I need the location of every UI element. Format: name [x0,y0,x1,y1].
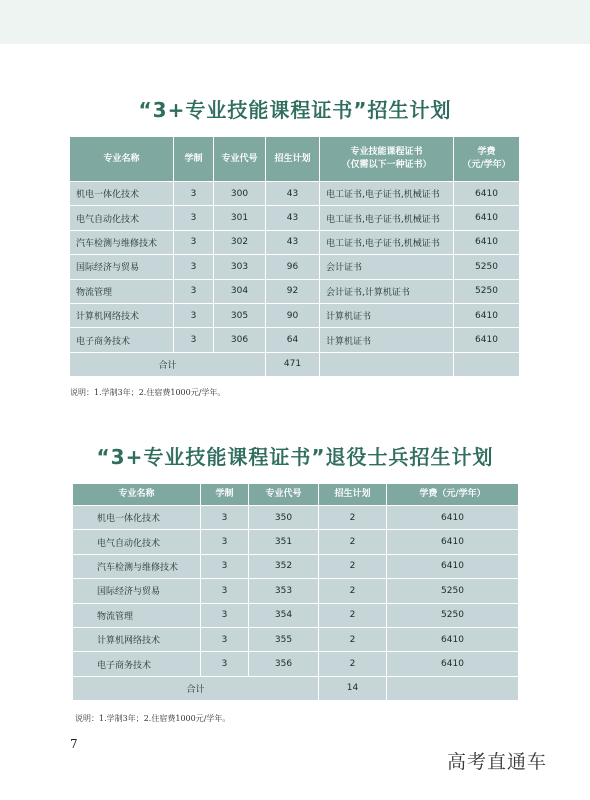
years-cell: 3 [174,255,214,279]
plan-cell: 43 [266,182,320,206]
plan-cell: 2 [319,627,387,651]
veteran-enrollment-table [72,483,519,701]
fee-cell: 6410 [454,303,520,327]
cert-cell: 电工证书,电子证书,机械证书 [320,206,454,230]
header-fee [454,137,520,182]
code-cell: 302 [214,230,266,254]
fee-cell: 6410 [387,506,519,530]
total-empty-fee [387,676,519,700]
major-cell: 计算机网络技术 [70,303,174,327]
major-cell: 汽车检测与维修技术 [73,554,201,578]
cert-cell: 电工证书,电子证书,机械证书 [320,182,454,206]
major-cell: 汽车检测与维修技术 [70,230,174,254]
section1-note: 说明：1.学制3年；2.住宿费1000元/学年。 [70,388,226,397]
total-value: 471 [266,352,320,376]
major-cell: 国际经济与贸易 [73,579,201,603]
table-row [70,279,520,303]
code-cell: 352 [249,554,319,578]
plan-cell: 92 [266,279,320,303]
table-row [73,579,519,603]
code-cell: 350 [249,506,319,530]
fee-cell: 6410 [387,627,519,651]
major-cell: 机电一体化技术 [70,182,174,206]
header-fee-line2: （元/学年） [462,160,511,170]
cert-cell: 电工证书,电子证书,机械证书 [320,230,454,254]
years-cell: 3 [174,182,214,206]
major-cell: 物流管理 [70,279,174,303]
major-cell: 电子商务技术 [70,328,174,352]
table-row [73,554,519,578]
header-cert-line2: （仅需以下一种证书） [341,160,432,170]
table-row [70,303,520,327]
code-cell: 301 [214,206,266,230]
total-empty-fee [454,352,520,376]
years-cell: 3 [201,579,249,603]
table-row [73,603,519,627]
fee-cell: 6410 [454,206,520,230]
plan-cell: 96 [266,255,320,279]
header-plan: 招生计划 [319,484,387,506]
cert-cell: 计算机证书 [320,328,454,352]
table-row [70,230,520,254]
total-empty-cert [320,352,454,376]
fee-cell: 5250 [387,603,519,627]
header-cert [320,137,454,182]
total-row [73,676,519,700]
fee-cell: 6410 [454,230,520,254]
years-cell: 3 [201,627,249,651]
cert-cell: 会计证书,计算机证书 [320,279,454,303]
major-cell: 电子商务技术 [73,652,201,676]
years-cell: 3 [174,303,214,327]
fee-cell: 6410 [387,530,519,554]
code-cell: 300 [214,182,266,206]
section1-title: “3+专业技能课程证书”招生计划 [138,98,452,122]
years-cell: 3 [201,530,249,554]
major-cell: 电气自动化技术 [70,206,174,230]
table-row [70,182,520,206]
code-cell: 305 [214,303,266,327]
header-code: 专业代号 [214,137,266,182]
header-major: 专业名称 [73,484,201,506]
total-row [70,352,520,376]
code-cell: 356 [249,652,319,676]
cert-cell: 会计证书 [320,255,454,279]
section2-note: 说明：1.学制3年；2.住宿费1000元/学年。 [75,714,231,723]
code-cell: 355 [249,627,319,651]
years-cell: 3 [174,328,214,352]
plan-cell: 2 [319,579,387,603]
code-cell: 303 [214,255,266,279]
fee-cell: 6410 [454,328,520,352]
table-row [73,530,519,554]
fee-cell: 5250 [387,579,519,603]
watermark-logo-text: 高考直通车 [447,751,548,773]
years-cell: 3 [201,603,249,627]
major-cell: 机电一体化技术 [73,506,201,530]
plan-cell: 43 [266,206,320,230]
header-major: 专业名称 [70,137,174,182]
plan-cell: 2 [319,603,387,627]
major-cell: 物流管理 [73,603,201,627]
plan-cell: 2 [319,530,387,554]
header-plan: 招生计划 [266,137,320,182]
enrollment-plan-table [69,136,520,377]
top-band [0,0,590,44]
table-row [73,627,519,651]
years-cell: 3 [201,506,249,530]
header-cert-line1: 专业技能课程证书 [350,147,423,157]
years-cell: 3 [174,230,214,254]
total-label: 合计 [70,352,266,376]
plan-cell: 90 [266,303,320,327]
plan-cell: 2 [319,554,387,578]
code-cell: 354 [249,603,319,627]
fee-cell: 5250 [454,279,520,303]
fee-cell: 6410 [454,182,520,206]
page-number: 7 [70,737,78,751]
header-fee-line1: 学费 [477,147,496,157]
years-cell: 3 [174,206,214,230]
header-years: 学制 [174,137,214,182]
major-cell: 计算机网络技术 [73,627,201,651]
header-fee: 学费（元/学年） [387,484,519,506]
header-years: 学制 [201,484,249,506]
code-cell: 306 [214,328,266,352]
table-row [70,255,520,279]
table-row [73,506,519,530]
plan-cell: 43 [266,230,320,254]
years-cell: 3 [201,554,249,578]
plan-cell: 2 [319,652,387,676]
years-cell: 3 [201,652,249,676]
total-value: 14 [319,676,387,700]
fee-cell: 6410 [387,554,519,578]
code-cell: 304 [214,279,266,303]
major-cell: 电气自动化技术 [73,530,201,554]
fee-cell: 6410 [387,652,519,676]
code-cell: 353 [249,579,319,603]
section2-title: “3+专业技能课程证书”退役士兵招生计划 [96,445,494,469]
total-label: 合计 [73,676,319,700]
major-cell: 国际经济与贸易 [70,255,174,279]
table-row [73,652,519,676]
table-row [70,328,520,352]
table-row [70,206,520,230]
plan-cell: 2 [319,506,387,530]
header-code: 专业代号 [249,484,319,506]
plan-cell: 64 [266,328,320,352]
cert-cell: 计算机证书 [320,303,454,327]
code-cell: 351 [249,530,319,554]
fee-cell: 5250 [454,255,520,279]
years-cell: 3 [174,279,214,303]
